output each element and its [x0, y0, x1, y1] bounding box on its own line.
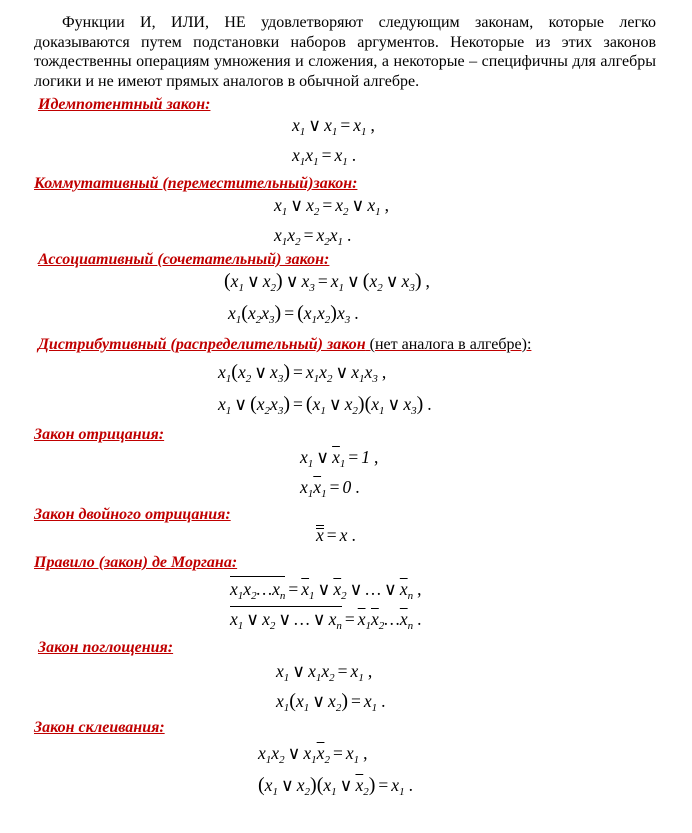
formula-idempotent-and: $x_1x_1 = x_1$ .	[292, 145, 357, 168]
heading-de-morgan: Правило (закон) де Моргана:	[34, 554, 238, 571]
distributive-note: (нет аналога в алгебре):	[365, 336, 532, 353]
heading-idempotent: Идемпотентный закон:	[38, 96, 211, 113]
formula-gluing-1: $x_1x_2$ ∨ $x_1\overline{x}_2 = x_1$ ,	[258, 743, 368, 766]
formula-associative-or: ($x_1$ ∨ $x_2$) ∨ $x_3 = x_1$ ∨ ($x_2$ ∨ $x_3$) ,	[224, 270, 430, 294]
formula-distributive-1: $x_1(x_2$ ∨ $x_3) = x_1x_2$ ∨ $x_1x_3$ ,	[218, 361, 387, 385]
intro-paragraph: Функции И, ИЛИ, НЕ удовлетворяют следующим законам, которые легко доказываются путем подстановки наборов аргументов. Некоторые из этих законов тождественны операциям умножения и сложения, а некоторые – специфичны для алгебры логики и не имеют прямых аналогов в обычной алгебре.	[34, 14, 656, 90]
formula-associative-and: $x_1(x_2x_3) = (x_1x_2)x_3$ .	[228, 302, 359, 326]
formula-absorption-1: $x_1$ ∨ $x_1x_2 = x_1$ ,	[276, 661, 373, 684]
formula-commutative-or: $x_1$ ∨ $x_2 = x_2$ ∨ $x_1$ ,	[274, 195, 389, 218]
formula-de-morgan-1: $x_1x_2\dots x_n = \overline{x}_1$ ∨ $\overline{x}_2$ ∨ … ∨ $\overline{x}_n$ ,	[230, 576, 421, 607]
heading-distributive: Дистрибутивный (распределительный) закон (нет аналога в алгебре):	[38, 336, 532, 353]
formula-de-morgan-2: $x_1$ ∨ $x_2$ ∨ … ∨ $x_n$ = $\overline{x}_1\overline{x}_2\dots\overline{x}_n$ .	[230, 606, 422, 637]
formula-negation-and: $x_1\overline{x}_1 = 0$ .	[300, 477, 360, 500]
formula-absorption-2: $x_1(x_1$ ∨ $x_2) = x_1$ .	[276, 690, 386, 714]
formula-gluing-2: ($x_1$ ∨ $x_2)(x_1$ ∨ $\overline{x}_2) = x_1$ .	[258, 774, 413, 798]
formula-distributive-2: $x_1$ ∨ $(x_2x_3) = (x_1$ ∨ $x_2)(x_1$ ∨ $x_3$) .	[218, 393, 432, 417]
formula-idempotent-or: $x_1$ ∨ $x_1 = x_1$ ,	[292, 115, 375, 138]
formula-negation-or: $x_1$ ∨ $\overline{x}_1 = 1$ ,	[300, 447, 379, 470]
heading-double-negation: Закон двойного отрицания:	[34, 506, 231, 523]
heading-commutative: Коммутативный (переместительный)закон:	[34, 175, 358, 192]
heading-negation: Закон отрицания:	[34, 426, 165, 443]
heading-absorption: Закон поглощения:	[38, 639, 174, 656]
heading-associative: Ассоциативный (сочетательный) закон:	[38, 251, 330, 268]
formula-double-negation: x = x .	[316, 525, 356, 545]
formula-commutative-and: $x_1x_2 = x_2x_1$ .	[274, 225, 352, 248]
heading-gluing: Закон склеивания:	[34, 719, 165, 736]
